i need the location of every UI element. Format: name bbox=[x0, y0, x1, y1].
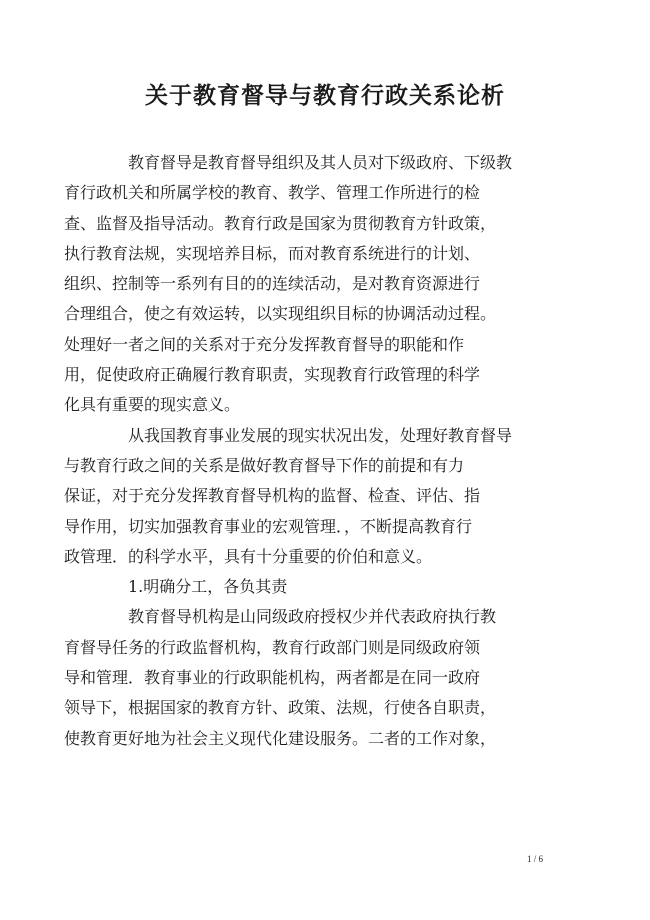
text-line: 化具有重要的现实意义。 bbox=[64, 395, 241, 415]
text-line: 组织、控制等一系列有目的的连续活动，是对教育资源进行 bbox=[64, 274, 481, 294]
text-line: 与教育行政之间的关系是做好教育督导下作的前提和有力 bbox=[64, 455, 465, 475]
text-line: 用，促使政府正确履行教育职责，实现教育行政管理的科学 bbox=[64, 365, 481, 385]
text-line: 领导下，根据国家的教育方针、政策、法规，行使各自职责， bbox=[64, 698, 497, 718]
text-line: 使教育更好地为社会主义现代化建设服务。二者的工作对象， bbox=[64, 728, 497, 748]
text-line: 导和管理．教育事业的行政职能机构，两者都是在同一政府 bbox=[64, 668, 481, 688]
text-line: 查、监督及指导活动。教育行政是国家为贯彻教育方针政策， bbox=[64, 213, 497, 233]
text-line: 1.明确分工，各负其责 bbox=[128, 577, 288, 597]
text-line: 教育督导机构是山同级政府授权少并代表政府执行教 bbox=[128, 607, 497, 627]
text-line: 合理组合，使之有效运转，以实现组织目标的协调活动过程。 bbox=[64, 304, 497, 324]
text-line: 教育督导是教育督导组织及其人员对下级政府、下级教 bbox=[128, 153, 513, 172]
paragraph-1 bbox=[64, 148, 558, 421]
text-line: 导作用，切实加强教育事业的宏观管理．，不断提高教育行 bbox=[64, 516, 473, 536]
text-line: 保证，对于充分发挥教育督导机构的监督、检查、评估、指 bbox=[64, 486, 481, 506]
text-line: 政管理．的科学水平，具有十分重要的价伯和意义。 bbox=[64, 546, 433, 566]
document-body bbox=[64, 148, 558, 754]
section-heading bbox=[96, 572, 558, 602]
text-line: 育督导任务的行政监督机构，教育行政部门则是同级政府领 bbox=[64, 637, 481, 657]
text-line: 执行教育法规，实现培养目标，而对教育系统进行的计划、 bbox=[64, 243, 481, 263]
text-line: 育行政机关和所属学校的教育、教学、管理工作所进行的检 bbox=[64, 183, 481, 203]
paragraph-2 bbox=[64, 421, 558, 572]
text-line: 从我国教育事业发展的现实状况出发，处理好教育督导 bbox=[128, 425, 513, 445]
paragraph-3 bbox=[64, 602, 558, 753]
document-title: 关于教育督导与教育行政关系论析 bbox=[145, 82, 505, 109]
page-number: 1 / 6 bbox=[526, 854, 543, 864]
text-line: 处理好一者之间的关系对于充分发挥教育督导的职能和作 bbox=[64, 334, 465, 354]
